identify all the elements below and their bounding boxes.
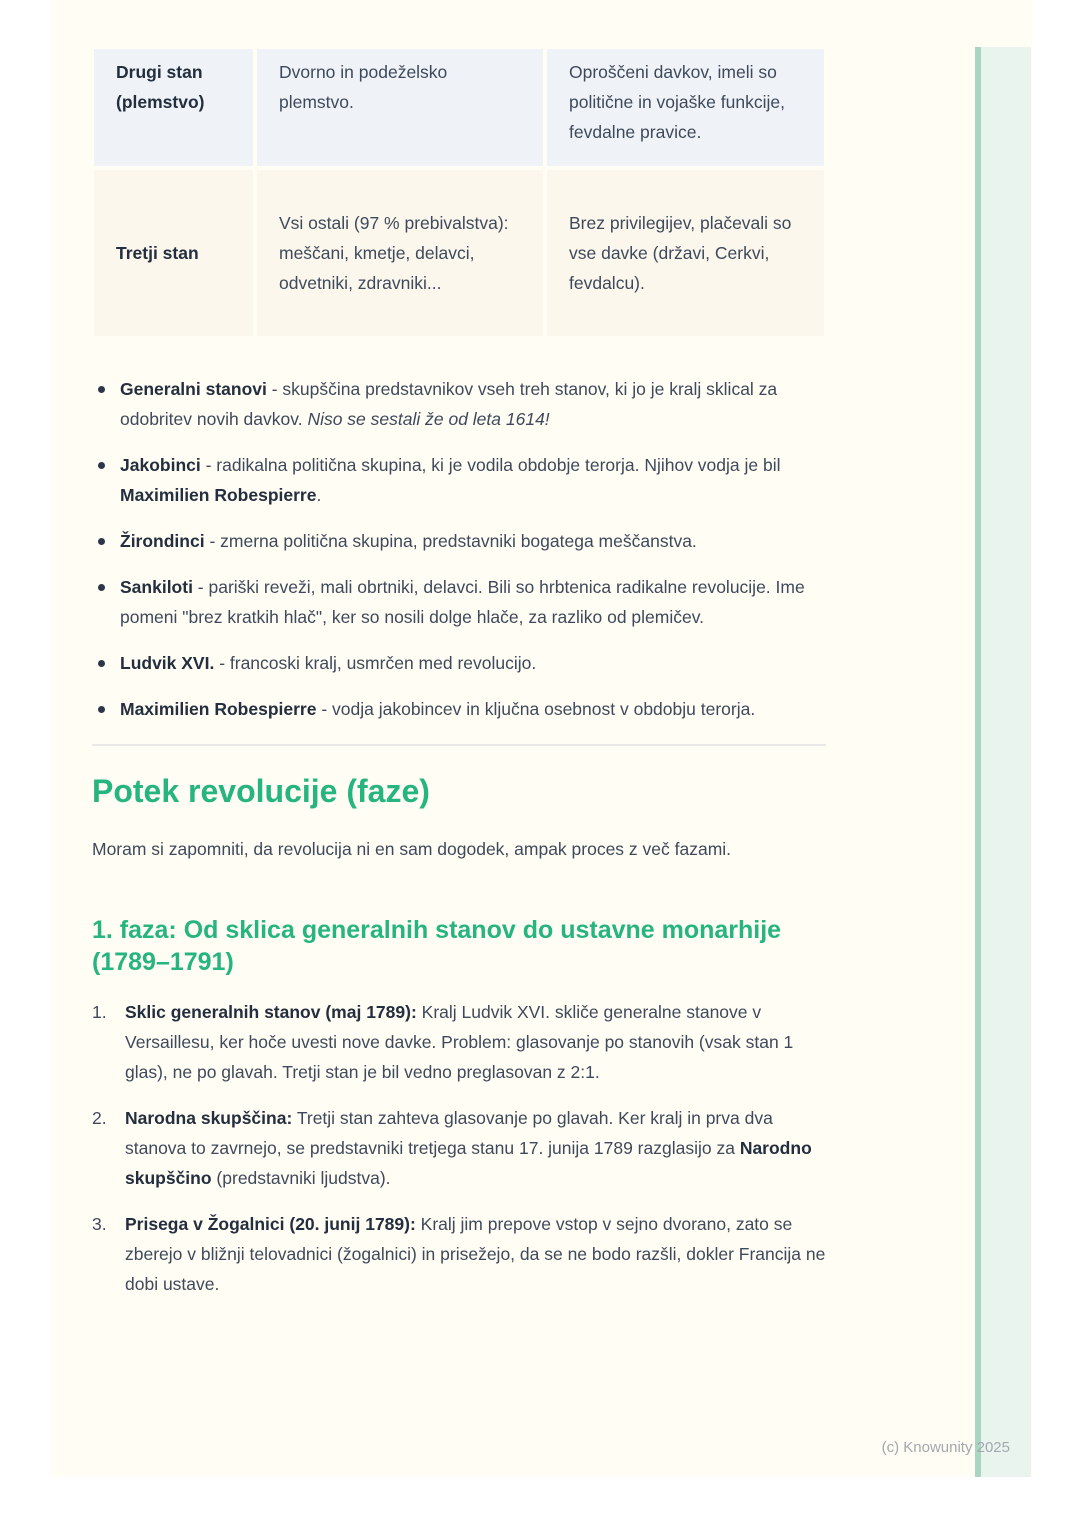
- step-number: 2.: [92, 1108, 107, 1128]
- list-item: [92, 648, 826, 678]
- glossary-italic: Niso se sestali že od leta 1614!: [307, 409, 550, 429]
- glossary-text: - pariški reveži, mali obrtniki, delavci. Bili so hrbtenica radikalne revolucije. Ime pomeni "brez kratkih hlač", ker so nosili dolge hlače, za razliko od plemičev.: [120, 577, 805, 627]
- step-text: Tretji stan zahteva glasovanje po glavah. Ker kralj in prva dva stanova to zavrnejo, se predstavniki tretjega stanu 17. junija 1789 razglasijo za: [125, 1108, 773, 1158]
- accent-stripe: [975, 47, 1031, 1477]
- list-item: [92, 450, 826, 510]
- glossary-term: Maximilien Robespierre: [120, 699, 317, 719]
- glossary-bold: Maximilien Robespierre: [120, 485, 317, 505]
- glossary-text: - radikalna politična skupina, ki je vodila obdobje terorja. Njihov vodja je bil: [200, 455, 781, 475]
- glossary-text: - vodja jakobincev in ključna osebnost v obdobju terorja.: [316, 699, 756, 719]
- step-number: 1.: [92, 1002, 107, 1022]
- estate-privileges: Brez privilegijev, plačevali so vse davke (državi, Cerkvi, fevdalcu).: [569, 213, 792, 293]
- glossary-text-tail: .: [316, 485, 322, 505]
- step-title: Prisega v Žogalnici (20. junij 1789):: [125, 1214, 416, 1234]
- estates-table: [92, 47, 826, 338]
- list-item: [92, 1103, 826, 1193]
- step-title: Narodna skupščina:: [125, 1108, 293, 1128]
- section-heading: Potek revolucije (faze): [92, 773, 430, 809]
- phase-steps-list: [92, 997, 826, 1299]
- glossary-text: - zmerna politična skupina, predstavniki bogatega meščanstva.: [204, 531, 697, 551]
- glossary-list: [92, 374, 826, 724]
- glossary-term: Sankiloti: [120, 577, 193, 597]
- section-divider: [92, 744, 826, 746]
- page-content: [92, 0, 826, 1315]
- table-cell-privileges: [545, 47, 826, 168]
- step-text-tail: (predstavniki ljudstva).: [211, 1168, 391, 1188]
- table-cell-members: [255, 47, 545, 168]
- table-cell-estate-name: [92, 47, 255, 168]
- table-cell-members: [255, 168, 545, 338]
- glossary-text: - skupščina predstavnikov vseh treh stanov, ki jo je kralj sklical za odobritev novih davkov.: [120, 379, 778, 429]
- step-text: Kralj jim prepove vstop v sejno dvorano, zato se zberejo v bližnji telovadnici (žogalnici) in prisežejo, da se ne bodo razšli, dokler Francija ne dobi ustave.: [125, 1214, 826, 1294]
- list-item: [92, 572, 826, 632]
- table-cell-privileges: [545, 168, 826, 338]
- table-row: [92, 168, 826, 338]
- glossary-term: Jakobinci: [120, 455, 201, 475]
- estate-name: Drugi stan (plemstvo): [116, 62, 205, 112]
- glossary-term: Ludvik XVI.: [120, 653, 215, 673]
- step-title: Sklic generalnih stanov (maj 1789):: [125, 1002, 417, 1022]
- intro-paragraph: Moram si zapomniti, da revolucija ni en sam dogodek, ampak proces z več fazami.: [92, 839, 732, 859]
- step-bold: Narodno skupščino: [125, 1138, 812, 1188]
- copyright-watermark: (c) Knowunity 2025: [881, 1439, 1010, 1456]
- glossary-text: - francoski kralj, usmrčen med revolucijo.: [214, 653, 537, 673]
- table-cell-estate-name: [92, 168, 255, 338]
- subsection-heading: 1. faza: Od sklica generalnih stanov do ustavne monarhije (1789–1791): [92, 916, 782, 976]
- table-row: [92, 47, 826, 168]
- step-text: Kralj Ludvik XVI. skliče generalne stanove v Versaillesu, ker hoče uvesti nove davke. Problem: glasovanje po stanovih (vsak stan 1 glas), ne po glavah. Tretji stan je bil vedno preglasovan z 2:1.: [125, 1002, 794, 1082]
- estate-members: Vsi ostali (97 % prebivalstva): meščani, kmetje, delavci, odvetniki, zdravniki...: [279, 213, 509, 293]
- list-item: [92, 997, 826, 1087]
- glossary-term: Generalni stanovi: [120, 379, 267, 399]
- list-item: [92, 694, 826, 724]
- document-page: [50, 0, 1032, 1477]
- step-number: 3.: [92, 1214, 107, 1234]
- list-item: [92, 526, 826, 556]
- list-item: [92, 374, 826, 434]
- estate-privileges: Oproščeni davkov, imeli so politične in vojaške funkcije, fevdalne pravice.: [569, 62, 785, 142]
- glossary-term: Žirondinci: [120, 531, 205, 551]
- estate-members: Dvorno in podeželsko plemstvo.: [279, 62, 448, 112]
- estate-name: Tretji stan: [116, 243, 199, 263]
- list-item: [92, 1209, 826, 1299]
